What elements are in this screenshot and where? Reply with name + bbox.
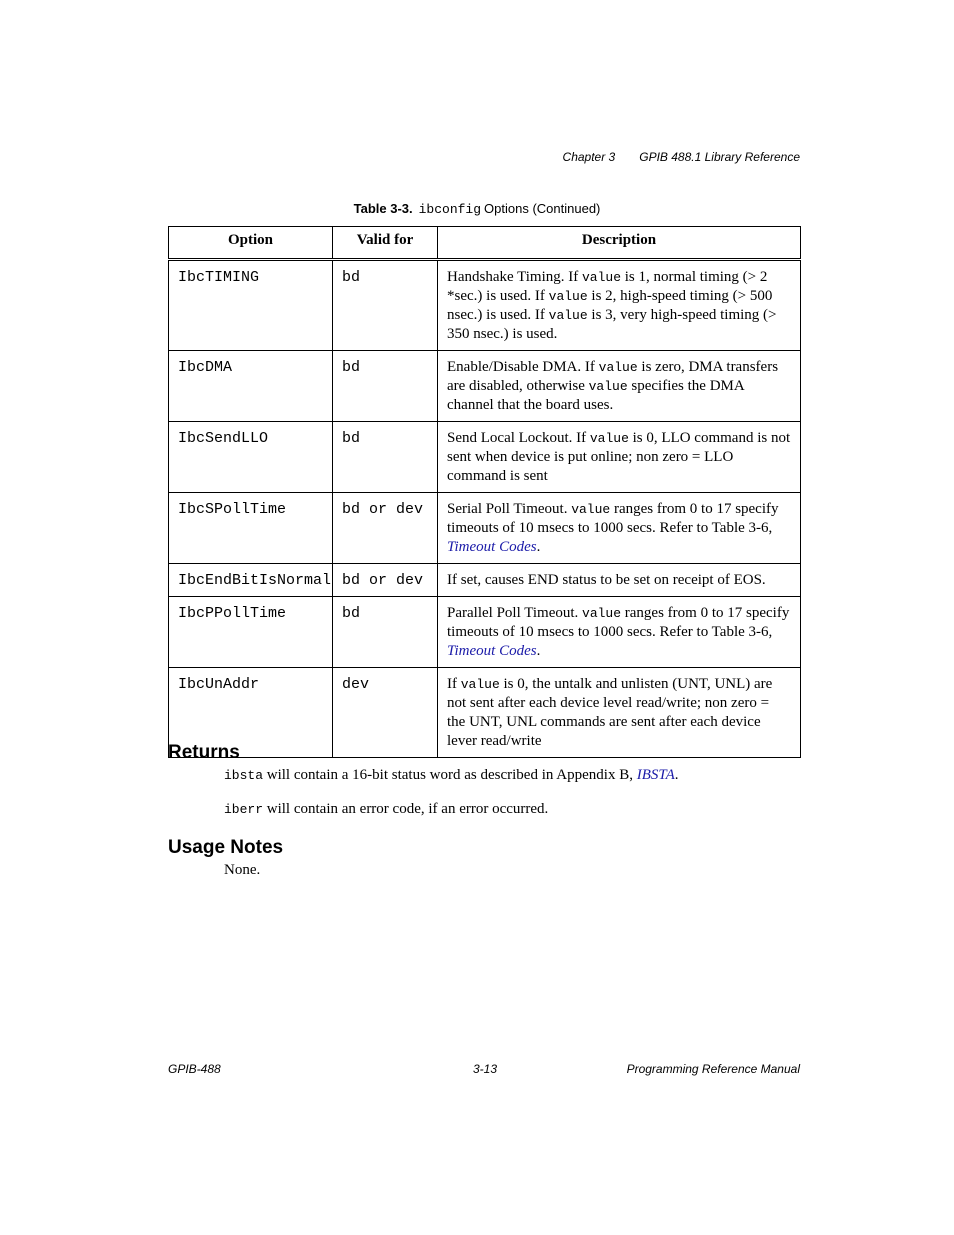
usage-notes-heading: Usage Notes [168, 837, 284, 858]
description-text: . [536, 643, 541, 659]
description-text: Send Local Lockout. If [447, 430, 590, 446]
table-row [169, 597, 801, 668]
table-header-row [169, 227, 801, 260]
description-text: specifies the DMA channel that the board uses. [447, 378, 744, 413]
returns-iberr-paragraph [224, 801, 548, 818]
footer-page-number: 3-13 [473, 1062, 498, 1076]
description-text: is 0, the untalk and unlisten (UNT, UNL) are not sent after each device level read/write; non zero = the UNT, UNL commands are sent after each device lever read/write [447, 676, 773, 749]
options-table [168, 226, 801, 758]
description-text: . [536, 539, 541, 555]
value-code: value [548, 308, 588, 323]
description-text: is zero, DMA transfers are disabled, otherwise [447, 359, 779, 394]
table-row [169, 260, 801, 351]
column-header-valid-for: Valid for [333, 227, 438, 260]
description-cell [438, 564, 801, 597]
description-text: ranges from 0 to 17 specify timeouts of 10 msecs to 1000 secs. Refer to Table 3-6, [447, 501, 779, 536]
value-code: value [589, 431, 629, 446]
table-caption [0, 201, 954, 217]
ibsta-link[interactable]: IBSTA [636, 767, 675, 783]
value-code: value [571, 502, 611, 517]
ibsta-period: . [674, 767, 679, 783]
description-cell [438, 597, 801, 668]
header-section: GPIB 488.1 Library Reference [639, 150, 800, 164]
header-chapter: Chapter 3 [562, 150, 616, 164]
description-text: is 2, high-speed timing (> 500 nsec.) is used. If [447, 288, 773, 323]
description-text: is 0, LLO command is not sent when device is put online; non zero = LLO command is sent [447, 430, 791, 484]
iberr-text: will contain an error code, if an error occurred. [263, 801, 549, 817]
option-cell: IbcDMA [169, 351, 333, 422]
footer-left: GPIB-488 [168, 1062, 221, 1076]
value-code: value [460, 677, 500, 692]
valid-for-cell: bd or dev [333, 493, 438, 564]
description-text: Handshake Timing. If [447, 269, 582, 285]
returns-ibsta-paragraph [224, 767, 679, 784]
caption-code: ibconfig [418, 202, 482, 217]
footer-right: Programming Reference Manual [626, 1062, 800, 1076]
table-row [169, 493, 801, 564]
table-row [169, 564, 801, 597]
option-cell: IbcEndBitIsNormal [169, 564, 333, 597]
description-cell [438, 668, 801, 758]
option-cell: IbcSendLLO [169, 422, 333, 493]
value-code: value [588, 379, 628, 394]
value-code: value [582, 606, 622, 621]
option-cell: IbcUnAddr [169, 668, 333, 758]
description-text: If [447, 676, 461, 692]
valid-for-cell: dev [333, 668, 438, 758]
timeout-codes-link[interactable]: Timeout Codes [447, 539, 537, 555]
table-row [169, 422, 801, 493]
description-text: Parallel Poll Timeout. [447, 605, 583, 621]
description-cell [438, 493, 801, 564]
description-cell [438, 422, 801, 493]
caption-text: Options (Continued) [484, 201, 601, 216]
description-text: Enable/Disable DMA. If [447, 359, 599, 375]
table-row [169, 351, 801, 422]
description-text: Serial Poll Timeout. [447, 501, 572, 517]
description-text: If set, causes END status to be set on receipt of EOS. [447, 572, 766, 588]
value-code: value [598, 360, 638, 375]
table-row [169, 668, 801, 758]
column-header-option: Option [169, 227, 333, 260]
valid-for-cell: bd or dev [333, 564, 438, 597]
option-cell: IbcPPollTime [169, 597, 333, 668]
returns-heading: Returns [168, 742, 240, 763]
caption-label: Table 3-3. [353, 201, 413, 216]
description-text: is 3, very high-speed timing (> 350 nsec.) is used. [447, 307, 777, 342]
value-code: value [548, 289, 588, 304]
valid-for-cell: bd [333, 351, 438, 422]
iberr-code: iberr [224, 802, 264, 817]
description-text: ranges from 0 to 17 specify timeouts of 10 msecs to 1000 secs. Refer to Table 3-6, [447, 605, 790, 640]
description-cell [438, 260, 801, 351]
valid-for-cell: bd [333, 597, 438, 668]
valid-for-cell: bd [333, 422, 438, 493]
description-cell [438, 351, 801, 422]
option-cell: IbcTIMING [169, 260, 333, 351]
value-code: value [582, 270, 622, 285]
valid-for-cell: bd [333, 260, 438, 351]
ibsta-code: ibsta [224, 768, 264, 783]
ibsta-text: will contain a 16-bit status word as described in Appendix B, [263, 767, 637, 783]
running-header [563, 150, 800, 164]
timeout-codes-link[interactable]: Timeout Codes [447, 643, 537, 659]
option-cell: IbcSPollTime [169, 493, 333, 564]
description-text: is 1, normal timing (> 2 *sec.) is used. If [447, 269, 768, 304]
column-header-description: Description [438, 227, 801, 260]
usage-notes-text: None. [224, 862, 261, 878]
